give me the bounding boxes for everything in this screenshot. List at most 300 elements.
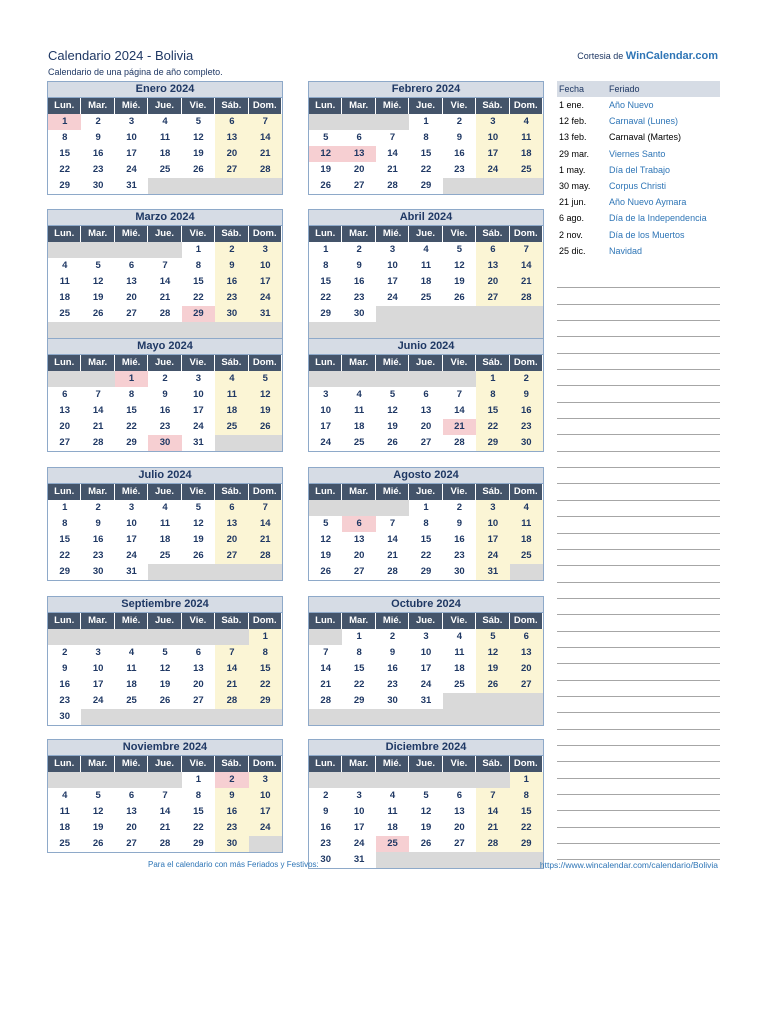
day-cell[interactable]: 8 — [409, 516, 442, 532]
day-cell[interactable]: 6 — [215, 114, 248, 130]
day-cell[interactable]: 13 — [443, 804, 476, 820]
day-cell[interactable]: 1 — [409, 114, 442, 130]
day-cell[interactable]: 30 — [510, 435, 543, 451]
day-cell[interactable]: 19 — [476, 661, 509, 677]
holiday-name[interactable]: Año Nuevo Aymara — [609, 197, 687, 208]
day-cell[interactable]: 27 — [443, 836, 476, 852]
day-cell[interactable]: 1 — [48, 114, 81, 130]
day-cell[interactable]: 10 — [115, 130, 148, 146]
day-cell[interactable]: 20 — [48, 419, 81, 435]
day-cell[interactable]: 30 — [148, 435, 181, 451]
day-cell[interactable]: 10 — [476, 130, 509, 146]
day-cell[interactable]: 18 — [409, 274, 442, 290]
day-cell[interactable]: 16 — [48, 677, 81, 693]
day-cell[interactable]: 8 — [510, 788, 543, 804]
day-cell[interactable]: 4 — [510, 114, 543, 130]
day-cell[interactable]: 15 — [409, 146, 442, 162]
day-cell[interactable]: 21 — [148, 820, 181, 836]
day-cell[interactable]: 23 — [342, 290, 375, 306]
day-cell[interactable]: 26 — [81, 306, 114, 322]
day-cell[interactable]: 24 — [409, 677, 442, 693]
day-cell[interactable]: 3 — [476, 500, 509, 516]
day-cell[interactable]: 29 — [182, 306, 215, 322]
day-cell[interactable]: 31 — [115, 564, 148, 580]
day-cell[interactable]: 29 — [48, 178, 81, 194]
day-cell[interactable]: 21 — [81, 419, 114, 435]
day-cell[interactable]: 18 — [115, 677, 148, 693]
day-cell[interactable]: 20 — [182, 677, 215, 693]
day-cell[interactable]: 25 — [510, 548, 543, 564]
day-cell[interactable]: 4 — [342, 387, 375, 403]
day-cell[interactable]: 22 — [182, 820, 215, 836]
day-cell[interactable]: 27 — [48, 435, 81, 451]
day-cell[interactable]: 13 — [510, 645, 543, 661]
day-cell[interactable]: 23 — [81, 548, 114, 564]
day-cell[interactable]: 11 — [215, 387, 248, 403]
day-cell[interactable]: 31 — [115, 178, 148, 194]
day-cell[interactable]: 3 — [309, 387, 342, 403]
day-cell[interactable]: 24 — [249, 820, 282, 836]
day-cell[interactable]: 10 — [182, 387, 215, 403]
footer-link[interactable]: https://www.wincalendar.com/calendario/Bolivia — [539, 860, 718, 870]
day-cell[interactable]: 14 — [148, 274, 181, 290]
day-cell[interactable]: 27 — [115, 306, 148, 322]
day-cell[interactable]: 13 — [215, 516, 248, 532]
day-cell[interactable]: 26 — [81, 836, 114, 852]
day-cell[interactable]: 1 — [48, 500, 81, 516]
day-cell[interactable]: 21 — [148, 290, 181, 306]
day-cell[interactable]: 19 — [443, 274, 476, 290]
day-cell[interactable]: 23 — [309, 836, 342, 852]
day-cell[interactable]: 13 — [342, 146, 375, 162]
day-cell[interactable]: 2 — [309, 788, 342, 804]
day-cell[interactable]: 22 — [476, 419, 509, 435]
day-cell[interactable]: 9 — [81, 516, 114, 532]
day-cell[interactable]: 19 — [249, 403, 282, 419]
day-cell[interactable]: 22 — [309, 290, 342, 306]
day-cell[interactable]: 31 — [342, 852, 375, 868]
day-cell[interactable]: 12 — [443, 258, 476, 274]
holiday-name[interactable]: Año Nuevo — [609, 100, 654, 110]
day-cell[interactable]: 6 — [115, 258, 148, 274]
day-cell[interactable]: 6 — [342, 516, 375, 532]
day-cell[interactable]: 28 — [476, 836, 509, 852]
day-cell[interactable]: 27 — [215, 162, 248, 178]
day-cell[interactable]: 16 — [342, 274, 375, 290]
day-cell[interactable]: 19 — [309, 548, 342, 564]
day-cell[interactable]: 7 — [309, 645, 342, 661]
day-cell[interactable]: 4 — [443, 629, 476, 645]
day-cell[interactable]: 26 — [182, 548, 215, 564]
day-cell[interactable]: 16 — [376, 661, 409, 677]
day-cell[interactable]: 18 — [148, 146, 181, 162]
day-cell[interactable]: 12 — [476, 645, 509, 661]
day-cell[interactable]: 30 — [309, 852, 342, 868]
day-cell[interactable]: 14 — [81, 403, 114, 419]
day-cell[interactable]: 10 — [115, 516, 148, 532]
day-cell[interactable]: 27 — [476, 290, 509, 306]
day-cell[interactable]: 16 — [443, 146, 476, 162]
day-cell[interactable]: 6 — [476, 242, 509, 258]
wincalendar-link[interactable]: WinCalendar.com — [625, 50, 718, 62]
day-cell[interactable]: 22 — [409, 162, 442, 178]
day-cell[interactable]: 8 — [476, 387, 509, 403]
day-cell[interactable]: 22 — [48, 162, 81, 178]
day-cell[interactable]: 1 — [476, 371, 509, 387]
day-cell[interactable]: 23 — [376, 677, 409, 693]
holiday-name[interactable]: Día del Trabajo — [609, 164, 671, 175]
day-cell[interactable]: 14 — [215, 661, 248, 677]
holiday-name[interactable]: Navidad — [609, 245, 643, 256]
day-cell[interactable]: 16 — [81, 532, 114, 548]
day-cell[interactable]: 9 — [48, 661, 81, 677]
day-cell[interactable]: 30 — [215, 836, 248, 852]
day-cell[interactable]: 21 — [215, 677, 248, 693]
day-cell[interactable]: 16 — [510, 403, 543, 419]
day-cell[interactable]: 22 — [249, 677, 282, 693]
day-cell[interactable]: 2 — [81, 500, 114, 516]
day-cell[interactable]: 3 — [81, 645, 114, 661]
day-cell[interactable]: 15 — [476, 403, 509, 419]
day-cell[interactable]: 12 — [409, 804, 442, 820]
day-cell[interactable]: 8 — [48, 516, 81, 532]
day-cell[interactable]: 8 — [182, 258, 215, 274]
day-cell[interactable]: 12 — [249, 387, 282, 403]
day-cell[interactable]: 14 — [309, 661, 342, 677]
day-cell[interactable]: 4 — [215, 371, 248, 387]
day-cell[interactable]: 2 — [48, 645, 81, 661]
day-cell[interactable]: 25 — [148, 162, 181, 178]
day-cell[interactable]: 28 — [443, 435, 476, 451]
day-cell[interactable]: 26 — [309, 178, 342, 194]
day-cell[interactable]: 17 — [115, 532, 148, 548]
day-cell[interactable]: 26 — [443, 290, 476, 306]
day-cell[interactable]: 9 — [148, 387, 181, 403]
day-cell[interactable]: 28 — [510, 290, 543, 306]
day-cell[interactable]: 11 — [148, 516, 181, 532]
day-cell[interactable]: 14 — [148, 804, 181, 820]
day-cell[interactable]: 2 — [215, 772, 248, 788]
day-cell[interactable]: 12 — [81, 274, 114, 290]
day-cell[interactable]: 23 — [148, 419, 181, 435]
day-cell[interactable]: 3 — [249, 772, 282, 788]
day-cell[interactable]: 27 — [342, 178, 375, 194]
day-cell[interactable]: 12 — [81, 804, 114, 820]
day-cell[interactable]: 22 — [182, 290, 215, 306]
day-cell[interactable]: 29 — [182, 836, 215, 852]
day-cell[interactable]: 2 — [81, 114, 114, 130]
day-cell[interactable]: 25 — [48, 836, 81, 852]
day-cell[interactable]: 10 — [81, 661, 114, 677]
day-cell[interactable]: 15 — [342, 661, 375, 677]
day-cell[interactable]: 25 — [215, 419, 248, 435]
day-cell[interactable]: 4 — [148, 114, 181, 130]
day-cell[interactable]: 17 — [182, 403, 215, 419]
day-cell[interactable]: 24 — [115, 548, 148, 564]
day-cell[interactable]: 12 — [309, 532, 342, 548]
day-cell[interactable]: 9 — [215, 788, 248, 804]
day-cell[interactable]: 25 — [510, 162, 543, 178]
day-cell[interactable]: 21 — [376, 548, 409, 564]
day-cell[interactable]: 10 — [309, 403, 342, 419]
day-cell[interactable]: 14 — [443, 403, 476, 419]
day-cell[interactable]: 3 — [376, 242, 409, 258]
day-cell[interactable]: 8 — [48, 130, 81, 146]
day-cell[interactable]: 9 — [443, 130, 476, 146]
day-cell[interactable]: 20 — [215, 532, 248, 548]
day-cell[interactable]: 22 — [115, 419, 148, 435]
day-cell[interactable]: 16 — [443, 532, 476, 548]
day-cell[interactable]: 30 — [48, 709, 81, 725]
day-cell[interactable]: 12 — [376, 403, 409, 419]
day-cell[interactable]: 29 — [510, 836, 543, 852]
day-cell[interactable]: 1 — [249, 629, 282, 645]
day-cell[interactable]: 7 — [148, 258, 181, 274]
day-cell[interactable]: 19 — [376, 419, 409, 435]
day-cell[interactable]: 3 — [115, 114, 148, 130]
day-cell[interactable]: 3 — [342, 788, 375, 804]
day-cell[interactable]: 16 — [148, 403, 181, 419]
day-cell[interactable]: 17 — [309, 419, 342, 435]
day-cell[interactable]: 2 — [376, 629, 409, 645]
day-cell[interactable]: 28 — [81, 435, 114, 451]
day-cell[interactable]: 13 — [48, 403, 81, 419]
holiday-name[interactable]: Carnaval (Lunes) — [609, 116, 679, 127]
day-cell[interactable]: 14 — [376, 532, 409, 548]
day-cell[interactable]: 13 — [476, 258, 509, 274]
day-cell[interactable]: 7 — [249, 500, 282, 516]
day-cell[interactable]: 8 — [342, 645, 375, 661]
day-cell[interactable]: 28 — [148, 836, 181, 852]
day-cell[interactable]: 1 — [309, 242, 342, 258]
day-cell[interactable]: 12 — [182, 516, 215, 532]
day-cell[interactable]: 4 — [115, 645, 148, 661]
day-cell[interactable]: 5 — [182, 114, 215, 130]
holiday-name[interactable]: Viernes Santo — [609, 148, 666, 159]
day-cell[interactable]: 27 — [215, 548, 248, 564]
day-cell[interactable]: 30 — [376, 693, 409, 709]
day-cell[interactable]: 4 — [409, 242, 442, 258]
day-cell[interactable]: 14 — [476, 804, 509, 820]
day-cell[interactable]: 7 — [81, 387, 114, 403]
day-cell[interactable]: 14 — [249, 130, 282, 146]
day-cell[interactable]: 23 — [215, 820, 248, 836]
day-cell[interactable]: 6 — [48, 387, 81, 403]
day-cell[interactable]: 15 — [409, 532, 442, 548]
day-cell[interactable]: 5 — [148, 645, 181, 661]
day-cell[interactable]: 24 — [182, 419, 215, 435]
day-cell[interactable]: 21 — [309, 677, 342, 693]
day-cell[interactable]: 18 — [48, 820, 81, 836]
day-cell[interactable]: 12 — [148, 661, 181, 677]
day-cell[interactable]: 3 — [409, 629, 442, 645]
day-cell[interactable]: 31 — [249, 306, 282, 322]
day-cell[interactable]: 20 — [342, 548, 375, 564]
day-cell[interactable]: 18 — [215, 403, 248, 419]
day-cell[interactable]: 23 — [48, 693, 81, 709]
day-cell[interactable]: 11 — [409, 258, 442, 274]
day-cell[interactable]: 20 — [115, 820, 148, 836]
day-cell[interactable]: 5 — [376, 387, 409, 403]
day-cell[interactable]: 18 — [148, 532, 181, 548]
day-cell[interactable]: 2 — [215, 242, 248, 258]
day-cell[interactable]: 13 — [182, 661, 215, 677]
holiday-name[interactable]: Día de los Muertos — [609, 229, 685, 240]
day-cell[interactable]: 25 — [409, 290, 442, 306]
day-cell[interactable]: 17 — [476, 532, 509, 548]
day-cell[interactable]: 3 — [249, 242, 282, 258]
day-cell[interactable]: 24 — [476, 162, 509, 178]
day-cell[interactable]: 5 — [81, 788, 114, 804]
day-cell[interactable]: 28 — [148, 306, 181, 322]
day-cell[interactable]: 16 — [215, 274, 248, 290]
day-cell[interactable]: 5 — [409, 788, 442, 804]
day-cell[interactable]: 29 — [48, 564, 81, 580]
day-cell[interactable]: 5 — [309, 516, 342, 532]
day-cell[interactable]: 22 — [342, 677, 375, 693]
day-cell[interactable]: 10 — [249, 258, 282, 274]
day-cell[interactable]: 3 — [476, 114, 509, 130]
day-cell[interactable]: 1 — [182, 772, 215, 788]
day-cell[interactable]: 16 — [309, 820, 342, 836]
day-cell[interactable]: 31 — [182, 435, 215, 451]
day-cell[interactable]: 10 — [409, 645, 442, 661]
day-cell[interactable]: 24 — [115, 162, 148, 178]
day-cell[interactable]: 11 — [342, 403, 375, 419]
day-cell[interactable]: 3 — [115, 500, 148, 516]
day-cell[interactable]: 7 — [249, 114, 282, 130]
day-cell[interactable]: 15 — [182, 804, 215, 820]
day-cell[interactable]: 6 — [342, 130, 375, 146]
day-cell[interactable]: 28 — [249, 548, 282, 564]
day-cell[interactable]: 19 — [81, 820, 114, 836]
day-cell[interactable]: 27 — [182, 693, 215, 709]
day-cell[interactable]: 20 — [443, 820, 476, 836]
day-cell[interactable]: 20 — [510, 661, 543, 677]
day-cell[interactable]: 10 — [376, 258, 409, 274]
day-cell[interactable]: 19 — [409, 820, 442, 836]
day-cell[interactable]: 19 — [148, 677, 181, 693]
day-cell[interactable]: 11 — [48, 274, 81, 290]
day-cell[interactable]: 15 — [48, 532, 81, 548]
day-cell[interactable]: 4 — [48, 258, 81, 274]
holiday-name[interactable]: Día de la Independencia — [609, 213, 707, 224]
day-cell[interactable]: 26 — [249, 419, 282, 435]
day-cell[interactable]: 13 — [409, 403, 442, 419]
day-cell[interactable]: 27 — [115, 836, 148, 852]
day-cell[interactable]: 13 — [342, 532, 375, 548]
day-cell[interactable]: 29 — [115, 435, 148, 451]
day-cell[interactable]: 12 — [309, 146, 342, 162]
day-cell[interactable]: 20 — [342, 162, 375, 178]
day-cell[interactable]: 15 — [309, 274, 342, 290]
day-cell[interactable]: 15 — [48, 146, 81, 162]
day-cell[interactable]: 21 — [476, 820, 509, 836]
day-cell[interactable]: 28 — [249, 162, 282, 178]
day-cell[interactable]: 25 — [443, 677, 476, 693]
day-cell[interactable]: 8 — [309, 258, 342, 274]
day-cell[interactable]: 15 — [182, 274, 215, 290]
day-cell[interactable]: 7 — [443, 387, 476, 403]
day-cell[interactable]: 20 — [476, 274, 509, 290]
day-cell[interactable]: 2 — [510, 371, 543, 387]
day-cell[interactable]: 16 — [81, 146, 114, 162]
day-cell[interactable]: 19 — [81, 290, 114, 306]
day-cell[interactable]: 23 — [510, 419, 543, 435]
day-cell[interactable]: 14 — [510, 258, 543, 274]
day-cell[interactable]: 6 — [409, 387, 442, 403]
day-cell[interactable]: 29 — [309, 306, 342, 322]
day-cell[interactable]: 25 — [48, 306, 81, 322]
day-cell[interactable]: 13 — [215, 130, 248, 146]
day-cell[interactable]: 31 — [409, 693, 442, 709]
day-cell[interactable]: 28 — [309, 693, 342, 709]
day-cell[interactable]: 15 — [510, 804, 543, 820]
day-cell[interactable]: 5 — [182, 500, 215, 516]
day-cell[interactable]: 21 — [443, 419, 476, 435]
day-cell[interactable]: 26 — [476, 677, 509, 693]
day-cell[interactable]: 9 — [81, 130, 114, 146]
day-cell[interactable]: 9 — [309, 804, 342, 820]
day-cell[interactable]: 29 — [476, 435, 509, 451]
day-cell[interactable]: 5 — [309, 130, 342, 146]
day-cell[interactable]: 4 — [376, 788, 409, 804]
day-cell[interactable]: 22 — [409, 548, 442, 564]
day-cell[interactable]: 30 — [81, 564, 114, 580]
day-cell[interactable]: 7 — [510, 242, 543, 258]
day-cell[interactable]: 30 — [215, 306, 248, 322]
day-cell[interactable]: 20 — [115, 290, 148, 306]
day-cell[interactable]: 9 — [376, 645, 409, 661]
day-cell[interactable]: 30 — [81, 178, 114, 194]
day-cell[interactable]: 11 — [148, 130, 181, 146]
day-cell[interactable]: 2 — [342, 242, 375, 258]
day-cell[interactable]: 26 — [309, 564, 342, 580]
day-cell[interactable]: 31 — [476, 564, 509, 580]
day-cell[interactable]: 7 — [376, 516, 409, 532]
day-cell[interactable]: 18 — [510, 532, 543, 548]
day-cell[interactable]: 18 — [376, 820, 409, 836]
day-cell[interactable]: 19 — [182, 532, 215, 548]
day-cell[interactable]: 2 — [443, 500, 476, 516]
day-cell[interactable]: 19 — [309, 162, 342, 178]
day-cell[interactable]: 20 — [409, 419, 442, 435]
day-cell[interactable]: 7 — [376, 130, 409, 146]
day-cell[interactable]: 27 — [510, 677, 543, 693]
day-cell[interactable]: 22 — [48, 548, 81, 564]
day-cell[interactable]: 4 — [48, 788, 81, 804]
day-cell[interactable]: 2 — [443, 114, 476, 130]
day-cell[interactable]: 26 — [409, 836, 442, 852]
day-cell[interactable]: 7 — [215, 645, 248, 661]
day-cell[interactable]: 24 — [476, 548, 509, 564]
day-cell[interactable]: 9 — [510, 387, 543, 403]
day-cell[interactable]: 21 — [249, 146, 282, 162]
day-cell[interactable]: 17 — [115, 146, 148, 162]
day-cell[interactable]: 13 — [115, 274, 148, 290]
day-cell[interactable]: 11 — [48, 804, 81, 820]
day-cell[interactable]: 17 — [249, 274, 282, 290]
day-cell[interactable]: 27 — [409, 435, 442, 451]
day-cell[interactable]: 19 — [182, 146, 215, 162]
day-cell[interactable]: 24 — [376, 290, 409, 306]
day-cell[interactable]: 26 — [148, 693, 181, 709]
day-cell[interactable]: 10 — [476, 516, 509, 532]
day-cell[interactable]: 10 — [249, 788, 282, 804]
day-cell[interactable]: 25 — [376, 836, 409, 852]
day-cell[interactable]: 1 — [409, 500, 442, 516]
day-cell[interactable]: 18 — [510, 146, 543, 162]
